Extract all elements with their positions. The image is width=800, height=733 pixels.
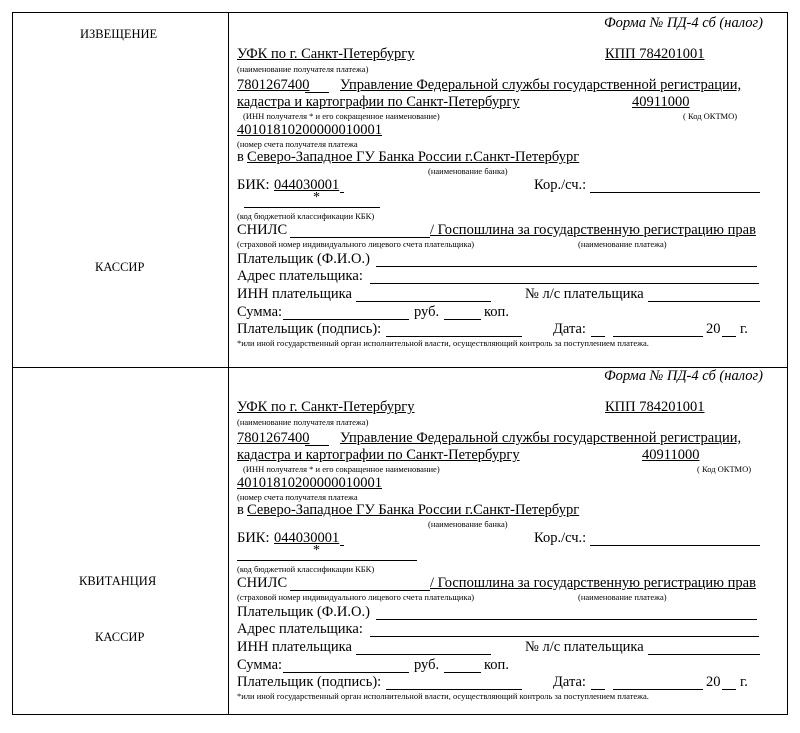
- snils-field[interactable]: [290, 237, 430, 238]
- recipient-name: УФК по г. Санкт-Петербургу: [237, 399, 415, 415]
- payer-ls-label: № л/с плательщика: [525, 286, 644, 302]
- snils-field[interactable]: [290, 590, 430, 591]
- kbk-caption: (код бюджетной классификации КБК): [237, 211, 375, 221]
- snils-label: СНИЛС: [237, 222, 288, 238]
- year-prefix: 20: [706, 674, 721, 690]
- kbk-field[interactable]: [244, 207, 380, 208]
- signature-field[interactable]: [386, 689, 522, 690]
- signature-label: Плательщик (подпись):: [237, 674, 382, 690]
- recipient-short-name-1: Управление Федеральной службы государственной регистрации,: [340, 430, 742, 446]
- bank-caption: (наименование банка): [428, 166, 508, 176]
- year-suffix: г.: [740, 674, 748, 690]
- signature-field[interactable]: [386, 336, 522, 337]
- sum-rub-field[interactable]: [283, 672, 409, 673]
- date-label: Дата:: [553, 674, 586, 690]
- kbk-caption: (код бюджетной классификации КБК): [237, 564, 375, 574]
- date-day-field[interactable]: [591, 336, 605, 337]
- payer-inn-field[interactable]: [356, 654, 491, 655]
- year-prefix: 20: [706, 321, 721, 337]
- date-year-field[interactable]: [722, 336, 736, 337]
- date-year-field[interactable]: [722, 689, 736, 690]
- kbk-star: *: [313, 190, 320, 205]
- date-day-field[interactable]: [591, 689, 605, 690]
- form-title: Форма № ПД-4 сб (налог): [604, 368, 763, 384]
- signature-label: Плательщик (подпись):: [237, 321, 382, 337]
- oktmo-caption: ( Код ОКТМО): [683, 111, 738, 121]
- year-suffix: г.: [740, 321, 748, 337]
- snils-caption: (страховой номер индивидуального лицевого счета плательщика): [237, 239, 475, 249]
- recipient-name-caption: (наименование получателя платежа): [237, 417, 369, 427]
- corr-account-field[interactable]: [590, 545, 760, 546]
- payer-ls-field[interactable]: [648, 654, 760, 655]
- bank-caption: (наименование банка): [428, 519, 508, 529]
- date-month-field[interactable]: [613, 336, 703, 337]
- payer-name-field[interactable]: [376, 619, 757, 620]
- payer-ls-field[interactable]: [648, 301, 760, 302]
- oktmo: 40911000: [642, 447, 700, 463]
- sum-label: Сумма:: [237, 657, 283, 673]
- kop-label: коп.: [484, 304, 509, 320]
- footnote: *или иной государственный орган исполнительной власти, осуществляющий контроль за поступлением платежа.: [237, 691, 649, 701]
- bik-label: БИК:: [237, 530, 270, 546]
- sum-rub-field[interactable]: [283, 319, 409, 320]
- form-title: Форма № ПД-4 сб (налог): [604, 15, 763, 31]
- sum-kop-field[interactable]: [444, 319, 481, 320]
- snils-caption: (страховой номер индивидуального лицевого счета плательщика): [237, 592, 475, 602]
- notice-label: ИЗВЕЩЕНИЕ: [80, 27, 158, 41]
- payer-name-label: Плательщик (Ф.И.О.): [237, 604, 370, 620]
- bank-name: Северо-Западное ГУ Банка России г.Санкт-Петербург: [247, 502, 580, 518]
- recipient-short-name-1: Управление Федеральной службы государственной регистрации,: [340, 77, 742, 93]
- recipient-inn: 7801267400: [237, 77, 310, 93]
- receipt-label: КВИТАНЦИЯ: [79, 574, 157, 588]
- payer-address-field[interactable]: [370, 283, 759, 284]
- account-number: 40101810200000010001: [237, 122, 382, 138]
- recipient-name-caption: (наименование получателя платежа): [237, 64, 369, 74]
- sum-kop-field[interactable]: [444, 672, 481, 673]
- payment-purpose: / Госпошлина за государственную регистрацию прав: [430, 575, 756, 591]
- corr-label: Кор./сч.:: [534, 530, 587, 546]
- bik-value: 044030001: [274, 530, 340, 546]
- corr-label: Кор./сч.:: [534, 177, 587, 193]
- oktmo-caption: ( Код ОКТМО): [697, 464, 752, 474]
- recipient-short-name-2: кадастра и картографии по Санкт-Петербургу: [237, 447, 520, 463]
- date-month-field[interactable]: [613, 689, 703, 690]
- payer-address-label: Адрес плательщика:: [237, 621, 363, 637]
- bank-name: Северо-Западное ГУ Банка России г.Санкт-Петербург: [247, 149, 580, 165]
- cashier-label-top: КАССИР: [95, 260, 145, 274]
- inn-caption: (ИНН получателя * и его сокращенное наименование): [243, 464, 440, 474]
- payer-inn-field[interactable]: [356, 301, 491, 302]
- account-number: 40101810200000010001: [237, 475, 382, 491]
- kop-label: коп.: [484, 657, 509, 673]
- account-caption: (номер счета получателя платежа: [237, 139, 358, 149]
- payer-name-label: Плательщик (Ф.И.О.): [237, 251, 370, 267]
- snils-label: СНИЛС: [237, 575, 288, 591]
- recipient-name: УФК по г. Санкт-Петербургу: [237, 46, 415, 62]
- sum-label: Сумма:: [237, 304, 283, 320]
- recipient-inn: 7801267400: [237, 430, 310, 446]
- payer-address-field[interactable]: [370, 636, 759, 637]
- kbk-field[interactable]: [237, 560, 417, 561]
- rub-label: руб.: [414, 657, 440, 673]
- payer-name-field[interactable]: [376, 266, 757, 267]
- account-caption: (номер счета получателя платежа: [237, 492, 358, 502]
- payer-inn-label: ИНН плательщика: [237, 639, 352, 655]
- purpose-caption: (наименование платежа): [578, 239, 667, 249]
- cashier-label-bottom: КАССИР: [95, 630, 145, 644]
- footnote: *или иной государственный орган исполнительной власти, осуществляющий контроль за поступлением платежа.: [237, 338, 649, 348]
- receipt-section: [0, 353, 800, 720]
- payer-inn-label: ИНН плательщика: [237, 286, 352, 302]
- kbk-star: *: [313, 543, 320, 558]
- bik-label: БИК:: [237, 177, 270, 193]
- payer-ls-label: № л/с плательщика: [525, 639, 644, 655]
- kpp: КПП 784201001: [605, 399, 705, 415]
- payer-address-label: Адрес плательщика:: [237, 268, 363, 284]
- purpose-caption: (наименование платежа): [578, 592, 667, 602]
- bank-prefix: в: [237, 502, 244, 518]
- bank-prefix: в: [237, 149, 244, 165]
- date-label: Дата:: [553, 321, 586, 337]
- rub-label: руб.: [414, 304, 440, 320]
- recipient-short-name-2: кадастра и картографии по Санкт-Петербургу: [237, 94, 520, 110]
- kpp: КПП 784201001: [605, 46, 705, 62]
- bik-value: 044030001: [274, 177, 340, 193]
- corr-account-field[interactable]: [590, 192, 760, 193]
- inn-caption: (ИНН получателя * и его сокращенное наименование): [243, 111, 440, 121]
- payment-purpose: / Госпошлина за государственную регистрацию прав: [430, 222, 756, 238]
- oktmo: 40911000: [632, 94, 690, 110]
